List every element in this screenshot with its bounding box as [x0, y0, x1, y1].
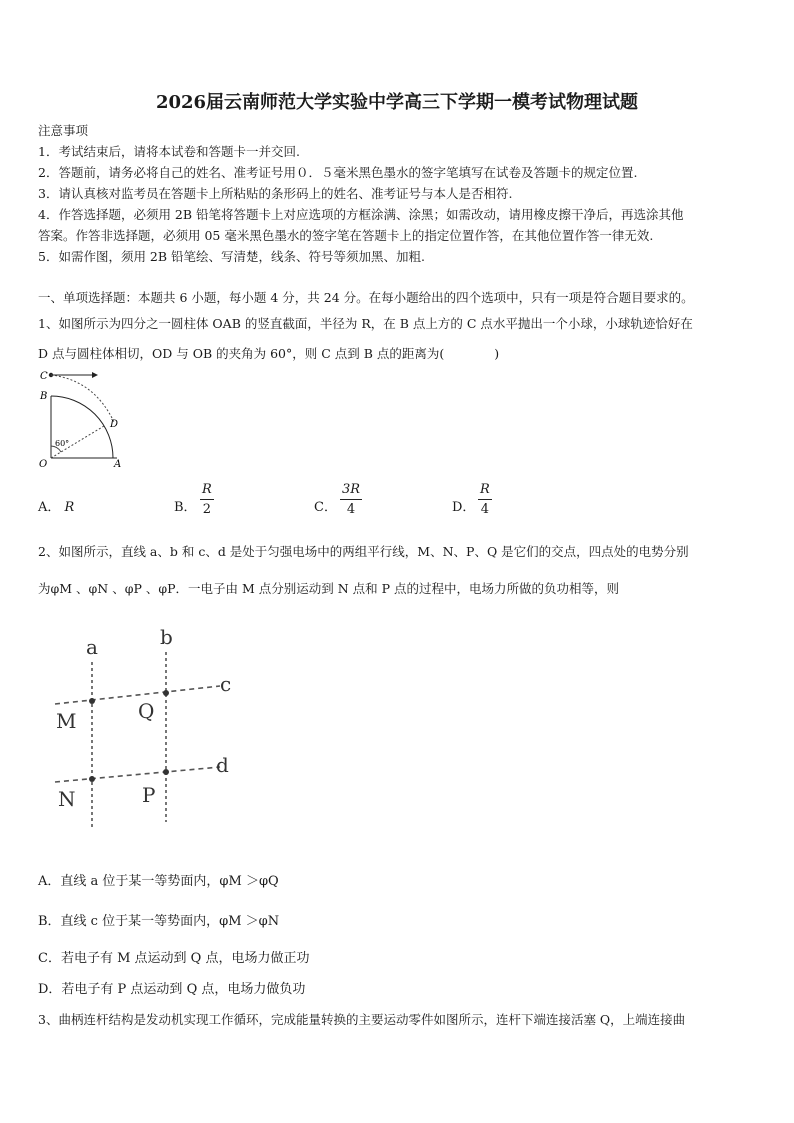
q1-option-d-fraction — [478, 482, 492, 517]
point-m — [89, 698, 95, 704]
q2-option-c[interactable]: C．若电子有 M 点运动到 Q 点，电场力做正功 — [38, 951, 310, 966]
label-d: d — [216, 753, 229, 777]
label-b: b — [160, 625, 173, 649]
notice-item: 3．请认真核对监考员在答题卡上所粘贴的条形码上的姓名、准考证号与本人是否相符. — [38, 186, 513, 201]
q2-equipotential-figure — [50, 622, 250, 832]
option-label: A． — [38, 500, 61, 515]
q2-option-a[interactable]: A．直线 a 位于某一等势面内，φM ＞φQ — [38, 874, 279, 889]
q3-text-line: 3、曲柄连杆结构是发动机实现工作循环，完成能量转换的主要运动零件如图所示，连杆下端连接活塞 Q，上端连接曲 — [38, 1012, 686, 1027]
numerator: R — [202, 482, 212, 497]
q2-text-line: 2、如图所示，直线 a、b 和 c、d 是处于匀强电场中的两组平行线，M、N、P、Q 是它们的交点，四点处的电势分别 — [38, 544, 689, 559]
q1-text-line: D 点与圆柱体相切，OD 与 OB 的夹角为 60°，则 C 点到 B 点的距离为( ) — [38, 346, 500, 361]
point-p — [163, 769, 169, 775]
label-m: M — [56, 709, 77, 733]
numerator: R — [480, 482, 490, 497]
q1-option-b-fraction — [200, 482, 214, 517]
label-c: c — [220, 672, 232, 696]
label-b: B — [40, 391, 48, 402]
fraction-bar — [478, 499, 492, 500]
label-o: O — [39, 459, 48, 470]
numerator: 3R — [342, 482, 361, 497]
q1-option-c-fraction — [340, 482, 362, 517]
label-p: P — [142, 783, 156, 807]
q1-option-b-label[interactable]: B． — [174, 500, 197, 515]
point-n — [89, 776, 95, 782]
q1-option-c-label[interactable]: C． — [314, 500, 337, 515]
trajectory-curve — [51, 375, 114, 422]
q1-text-line: 1、如图所示为四分之一圆柱体 OAB 的竖直截面，半径为 R，在 B 点上方的 C 点水平抛出一个小球，小球轨迹恰好在 — [38, 316, 693, 331]
denominator: 4 — [346, 502, 356, 517]
option-value: R — [64, 500, 75, 515]
notice-heading: 注意事项 — [38, 123, 89, 138]
notice-item: 答案。作答非选择题，必须用 05 毫米黑色墨水的签字笔在答题卡上的指定位置作答，在其他位置作答一律无效. — [38, 228, 654, 243]
fraction-bar — [340, 499, 362, 500]
label-n: N — [58, 787, 76, 811]
notice-item: 4．作答选择题，必须用 2B 铅笔将答题卡上对应选项的方框涂满、涂黑；如需改动，请用橡皮擦干净后，再选涂其他 — [38, 207, 684, 222]
exam-title: 2026届云南师范大学实验中学高三下学期一模考试物理试题 — [155, 92, 639, 113]
notice-item: 2．答题前，请务必将自己的姓名、准考证号用０．５毫米黑色墨水的签字笔填写在试卷及答题卡的规定位置. — [38, 165, 638, 180]
label-a: a — [86, 635, 98, 659]
q2-option-b[interactable]: B．直线 c 位于某一等势面内，φM ＞φN — [38, 914, 280, 929]
notice-item: 5．如需作图，须用 2B 铅笔绘、写清楚，线条、符号等须加黑、加粗. — [38, 249, 426, 264]
q1-quarter-cylinder-figure — [34, 366, 134, 470]
section-heading: 一、单项选择题：本题共 6 小题，每小题 4 分，共 24 分。在每小题给出的四个选项中，只有一项是符合题目要求的。 — [38, 290, 694, 305]
q1-option-a[interactable] — [38, 496, 74, 515]
label-d: D — [110, 419, 119, 430]
notice-item: 1．考试结束后，请将本试卷和答题卡一并交回. — [38, 144, 300, 159]
arc-ab — [51, 396, 113, 458]
q1-option-d-label[interactable]: D． — [452, 500, 476, 515]
line-d — [55, 767, 220, 782]
denominator: 4 — [480, 502, 490, 517]
q2-option-d[interactable]: D．若电子有 P 点运动到 Q 点，电场力做负功 — [38, 982, 306, 997]
q2-text-line: 为φM 、φN 、φP 、φP．一电子由 M 点分别运动到 N 点和 P 点的过程中，电场力所做的负功相等，则 — [38, 581, 619, 596]
fraction-bar — [200, 499, 214, 500]
arrow-head-icon — [92, 372, 98, 378]
point-q — [163, 690, 169, 696]
label-a: A — [114, 459, 122, 470]
label-q: Q — [138, 699, 155, 723]
label-c: C — [40, 371, 48, 382]
denominator: 2 — [202, 502, 212, 517]
label-angle: 60° — [55, 439, 70, 448]
